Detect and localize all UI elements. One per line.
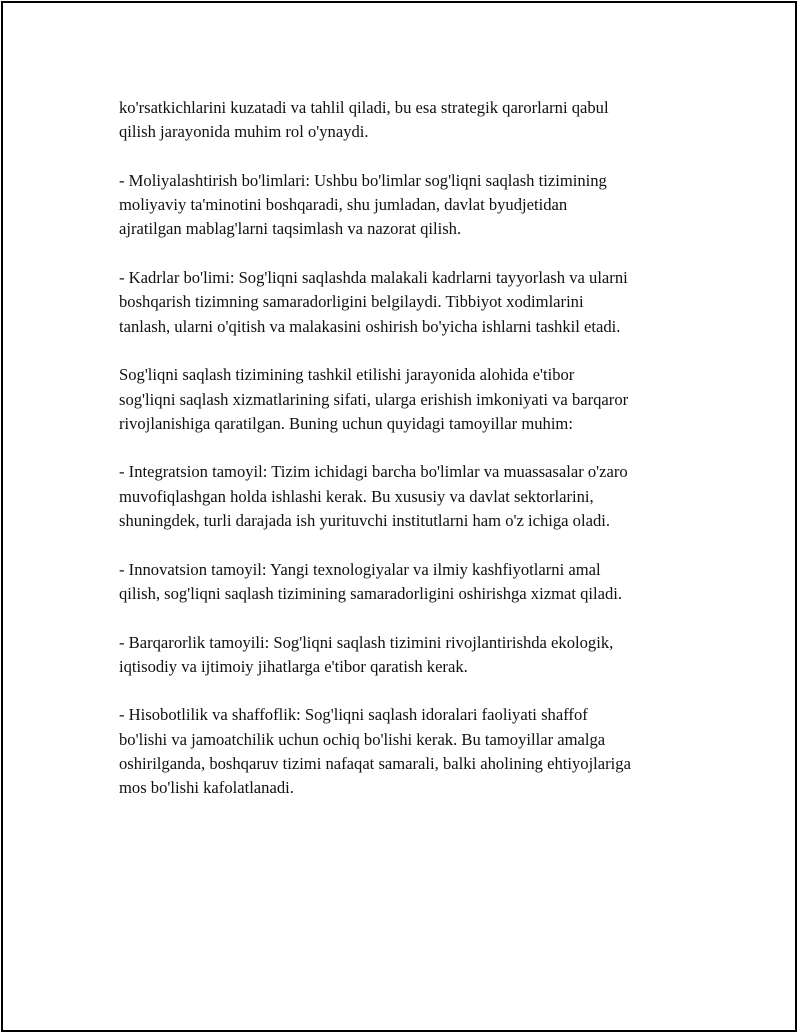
text-line: - Kadrlar bo'limi: Sog'liqni saqlashda malakali kadrlarni tayyorlash va ularni: [119, 268, 628, 288]
text-line: - Innovatsion tamoyil: Yangi texnologiyalar va ilmiy kashfiyotlarni amal: [119, 559, 601, 579]
paragraph: [119, 266, 699, 339]
text-line: ko'rsatkichlarini kuzatadi va tahlil qiladi, bu esa strategik qarorlarni qabul: [119, 98, 609, 117]
text-line: ajratilgan mablag'larni taqsimlash va nazorat qilish.: [119, 219, 462, 239]
text-line: boshqarish tizimning samaradorligini belgilaydi. Tibbiyot xodimlarini: [119, 292, 584, 312]
paragraph: [119, 703, 699, 800]
document-body: [119, 96, 699, 825]
text-line: iqtisodiy va ijtimoiy jihatlarga e'tibor qaratish kerak.: [119, 656, 468, 676]
paragraph: [119, 460, 699, 533]
text-line: shuningdek, turli darajada ish yurituvchi institutlarni ham o'z ichiga oladi.: [119, 511, 611, 531]
text-line: qilish jarayonida muhim rol o'ynaydi.: [119, 122, 369, 142]
text-line: moliyaviy ta'minotini boshqaradi, shu jumladan, davlat byudjetidan: [119, 195, 568, 215]
paragraph: [119, 363, 699, 436]
text-line: mos bo'lishi kafolatlanadi.: [119, 778, 294, 798]
paragraph: [119, 558, 699, 607]
paragraph: [119, 169, 699, 242]
text-line: - Barqarorlik tamoyili: Sog'liqni saqlash tizimini rivojlantirishda ekologik,: [119, 632, 614, 652]
text-line: rivojlanishiga qaratilgan. Buning uchun quyidagi tamoyillar muhim:: [119, 413, 573, 433]
paragraph: [119, 96, 699, 145]
text-line: oshirilganda, boshqaruv tizimi nafaqat samarali, balki aholining ehtiyojlariga: [119, 754, 631, 774]
text-line: Sog'liqni saqlash tizimining tashkil etilishi jarayonida alohida e'tibor: [119, 365, 575, 385]
text-line: - Hisobotlilik va shaffoflik: Sog'liqni saqlash idoralari faoliyati shaffof: [119, 705, 588, 725]
text-line: bo'lishi va jamoatchilik uchun ochiq bo'lishi kerak. Bu tamoyillar amalga: [119, 729, 606, 749]
text-line: sog'liqni saqlash xizmatlarining sifati, ularga erishish imkoniyati va barqaror: [119, 389, 629, 409]
text-line: - Moliyalashtirish bo'limlari: Ushbu bo'limlar sog'liqni saqlash tizimining: [119, 170, 607, 190]
text-line: - Integratsion tamoyil: Tizim ichidagi barcha bo'limlar va muassasalar o'zaro: [119, 462, 628, 482]
text-line: tanlash, ularni o'qitish va malakasini oshirish bo'yicha ishlarni tashkil etadi.: [119, 316, 621, 336]
document-page: [1, 1, 797, 1032]
text-line: muvofiqlashgan holda ishlashi kerak. Bu xususiy va davlat sektorlarini,: [119, 486, 594, 506]
paragraph: [119, 631, 699, 680]
text-line: qilish, sog'liqni saqlash tizimining samaradorligini oshirishga xizmat qiladi.: [119, 583, 623, 603]
